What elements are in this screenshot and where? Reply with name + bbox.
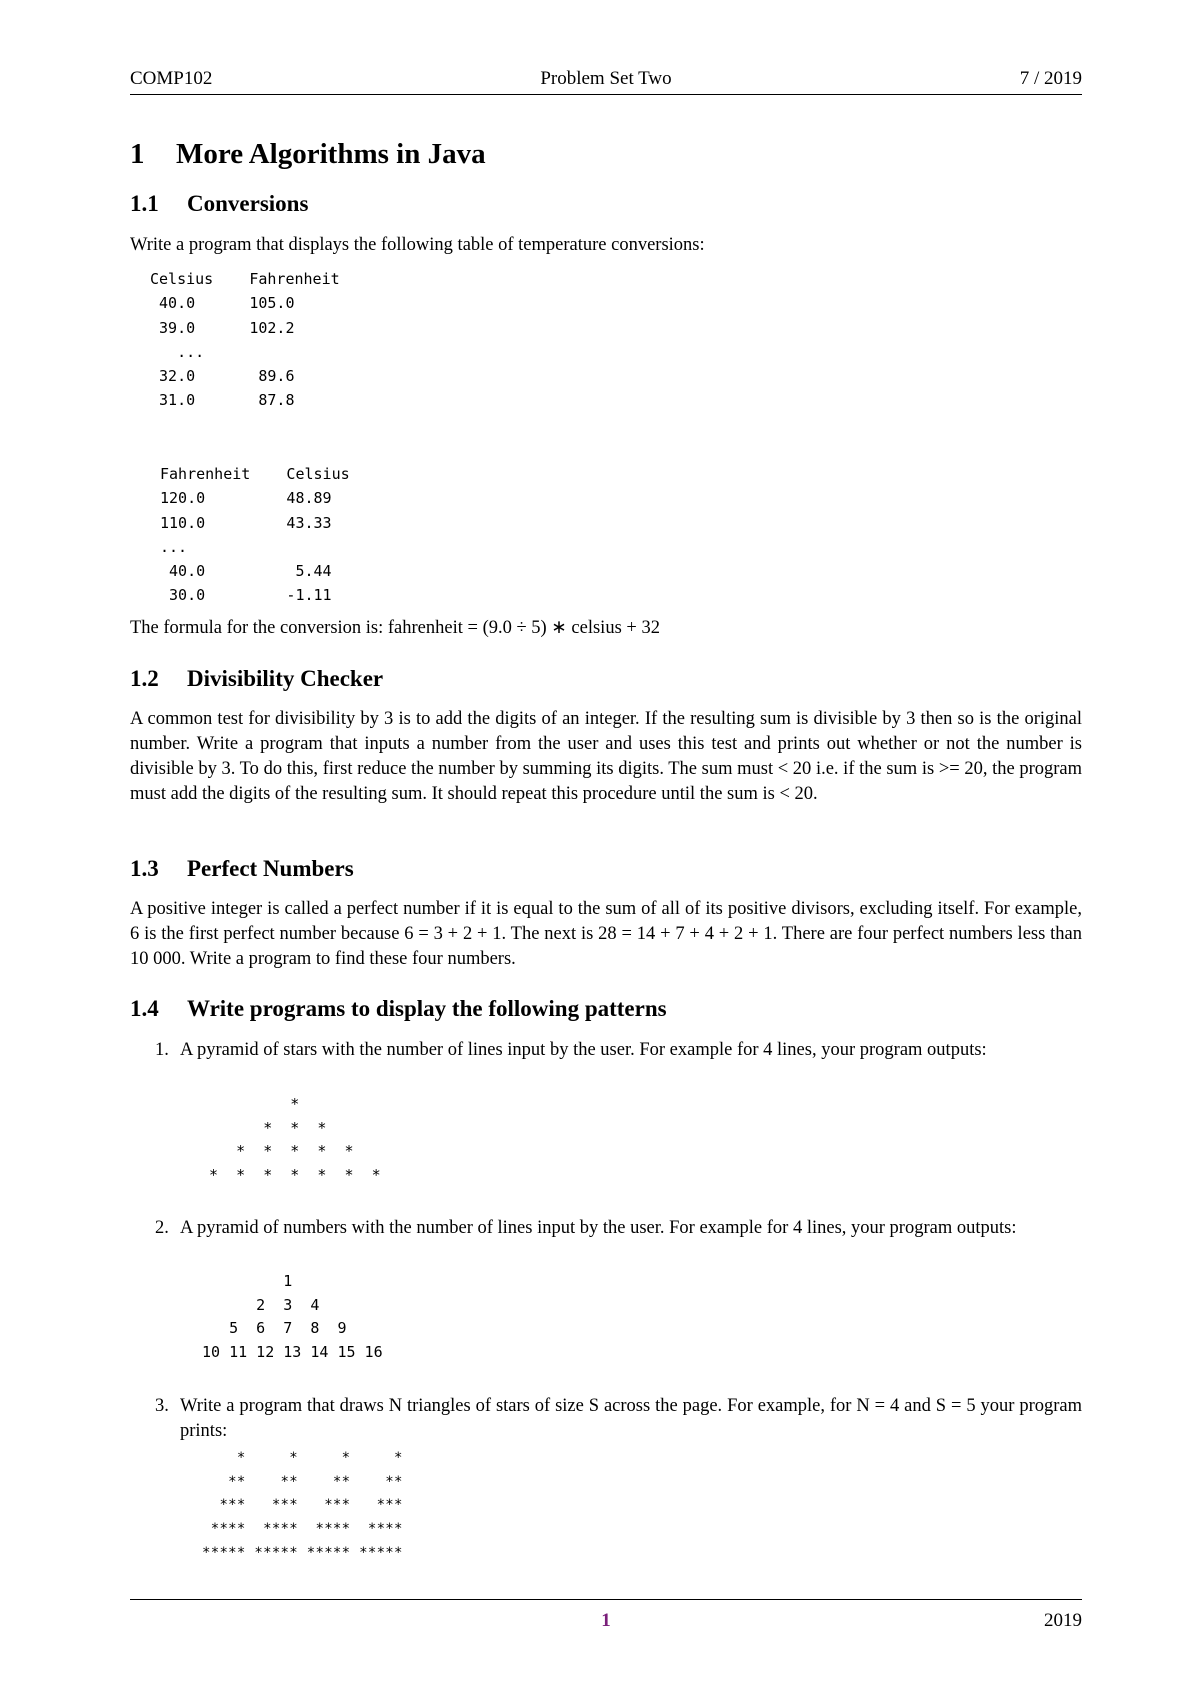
list-item-number: 1. [155, 1040, 169, 1060]
section-number: 1 [130, 138, 145, 170]
star-triangles-output: * * * * ** ** ** ** *** *** *** *** **** **** **** **** ***** ***** ***** ***** [202, 1450, 403, 1561]
header-course: COMP102 [130, 68, 213, 89]
section-heading [130, 138, 486, 171]
document-page [130, 0, 1082, 1696]
subsection-number: 1.1 [130, 191, 159, 216]
subsection-number: 1.4 [130, 996, 159, 1021]
subsection-number: 1.3 [130, 856, 159, 881]
list-item-text: A pyramid of numbers with the number of lines input by the user. For example for 4 lines, your program outputs: [180, 1218, 1017, 1238]
subsection-heading-divisibility [130, 666, 383, 692]
subsection-number: 1.2 [130, 666, 159, 691]
subsection-heading-patterns [130, 996, 667, 1022]
fahrenheit-celsius-table: Fahrenheit Celsius 120.0 48.89 110.0 43.33 ... 40.0 5.44 30.0 -1.11 [160, 465, 350, 605]
subsection-title: Write programs to display the following patterns [187, 996, 667, 1021]
conversion-formula: The formula for the conversion is: fahrenheit = (9.0 ÷ 5) ∗ celsius + 32 [130, 618, 660, 638]
header-title: Problem Set Two [540, 68, 672, 89]
celsius-fahrenheit-table: Celsius Fahrenheit 40.0 105.0 39.0 102.2 ... 32.0 89.6 31.0 87.8 [150, 270, 340, 410]
list-item [155, 1394, 1082, 1444]
star-pyramid-output: * * * * * * * * * * * * * * * * [209, 1095, 381, 1184]
subsection-title: Perfect Numbers [187, 856, 354, 881]
page-header [130, 68, 1082, 95]
footer-year: 2019 [1044, 1610, 1082, 1631]
number-pyramid-output: 1 2 3 4 5 6 7 8 9 10 11 12 13 14 15 16 [202, 1272, 383, 1361]
page-footer [130, 1599, 1082, 1640]
subsection-title: Conversions [187, 191, 309, 216]
list-item-text: A pyramid of stars with the number of lines input by the user. For example for 4 lines, your program outputs: [180, 1040, 987, 1060]
list-item-number: 3. [155, 1396, 169, 1416]
list-item [155, 1038, 1082, 1063]
list-item-number: 2. [155, 1218, 169, 1238]
subsection-title: Divisibility Checker [187, 666, 384, 691]
subsection-heading-perfect-numbers [130, 856, 354, 882]
conversions-intro: Write a program that displays the following table of temperature conversions: [130, 235, 705, 255]
list-item-text: Write a program that draws N triangles of stars of size S across the page. For example, for N = 4 and S = 5 your program prints: [180, 1396, 1082, 1441]
page-number: 1 [601, 1610, 611, 1631]
perfect-numbers-paragraph: A positive integer is called a perfect number if it is equal to the sum of all of its positive divisors, excluding itself. For example, 6 is the first perfect number because 6 = 3 + 2 + 1. The next is 28 = 14 + 7 + 4 + 2 + 1. There are four perfect numbers less than 10 000. Write a program to find these four numbers. [130, 899, 1082, 969]
header-date: 7 / 2019 [1019, 68, 1082, 89]
subsection-heading-conversions [130, 191, 308, 217]
section-title: More Algorithms in Java [176, 138, 486, 170]
divisibility-paragraph: A common test for divisibility by 3 is to add the digits of an integer. If the resulting sum is divisible by 3 then so is the original number. Write a program that inputs a number from the user and uses this test and prints out whether or not the number is divisible by 3. To do this, first reduce the number by summing its digits. The sum must < 20 i.e. if the sum is >= 20, the program must add the digits of the resulting sum. It should repeat this procedure until the sum is < 20. [130, 709, 1082, 804]
list-item [155, 1216, 1082, 1241]
